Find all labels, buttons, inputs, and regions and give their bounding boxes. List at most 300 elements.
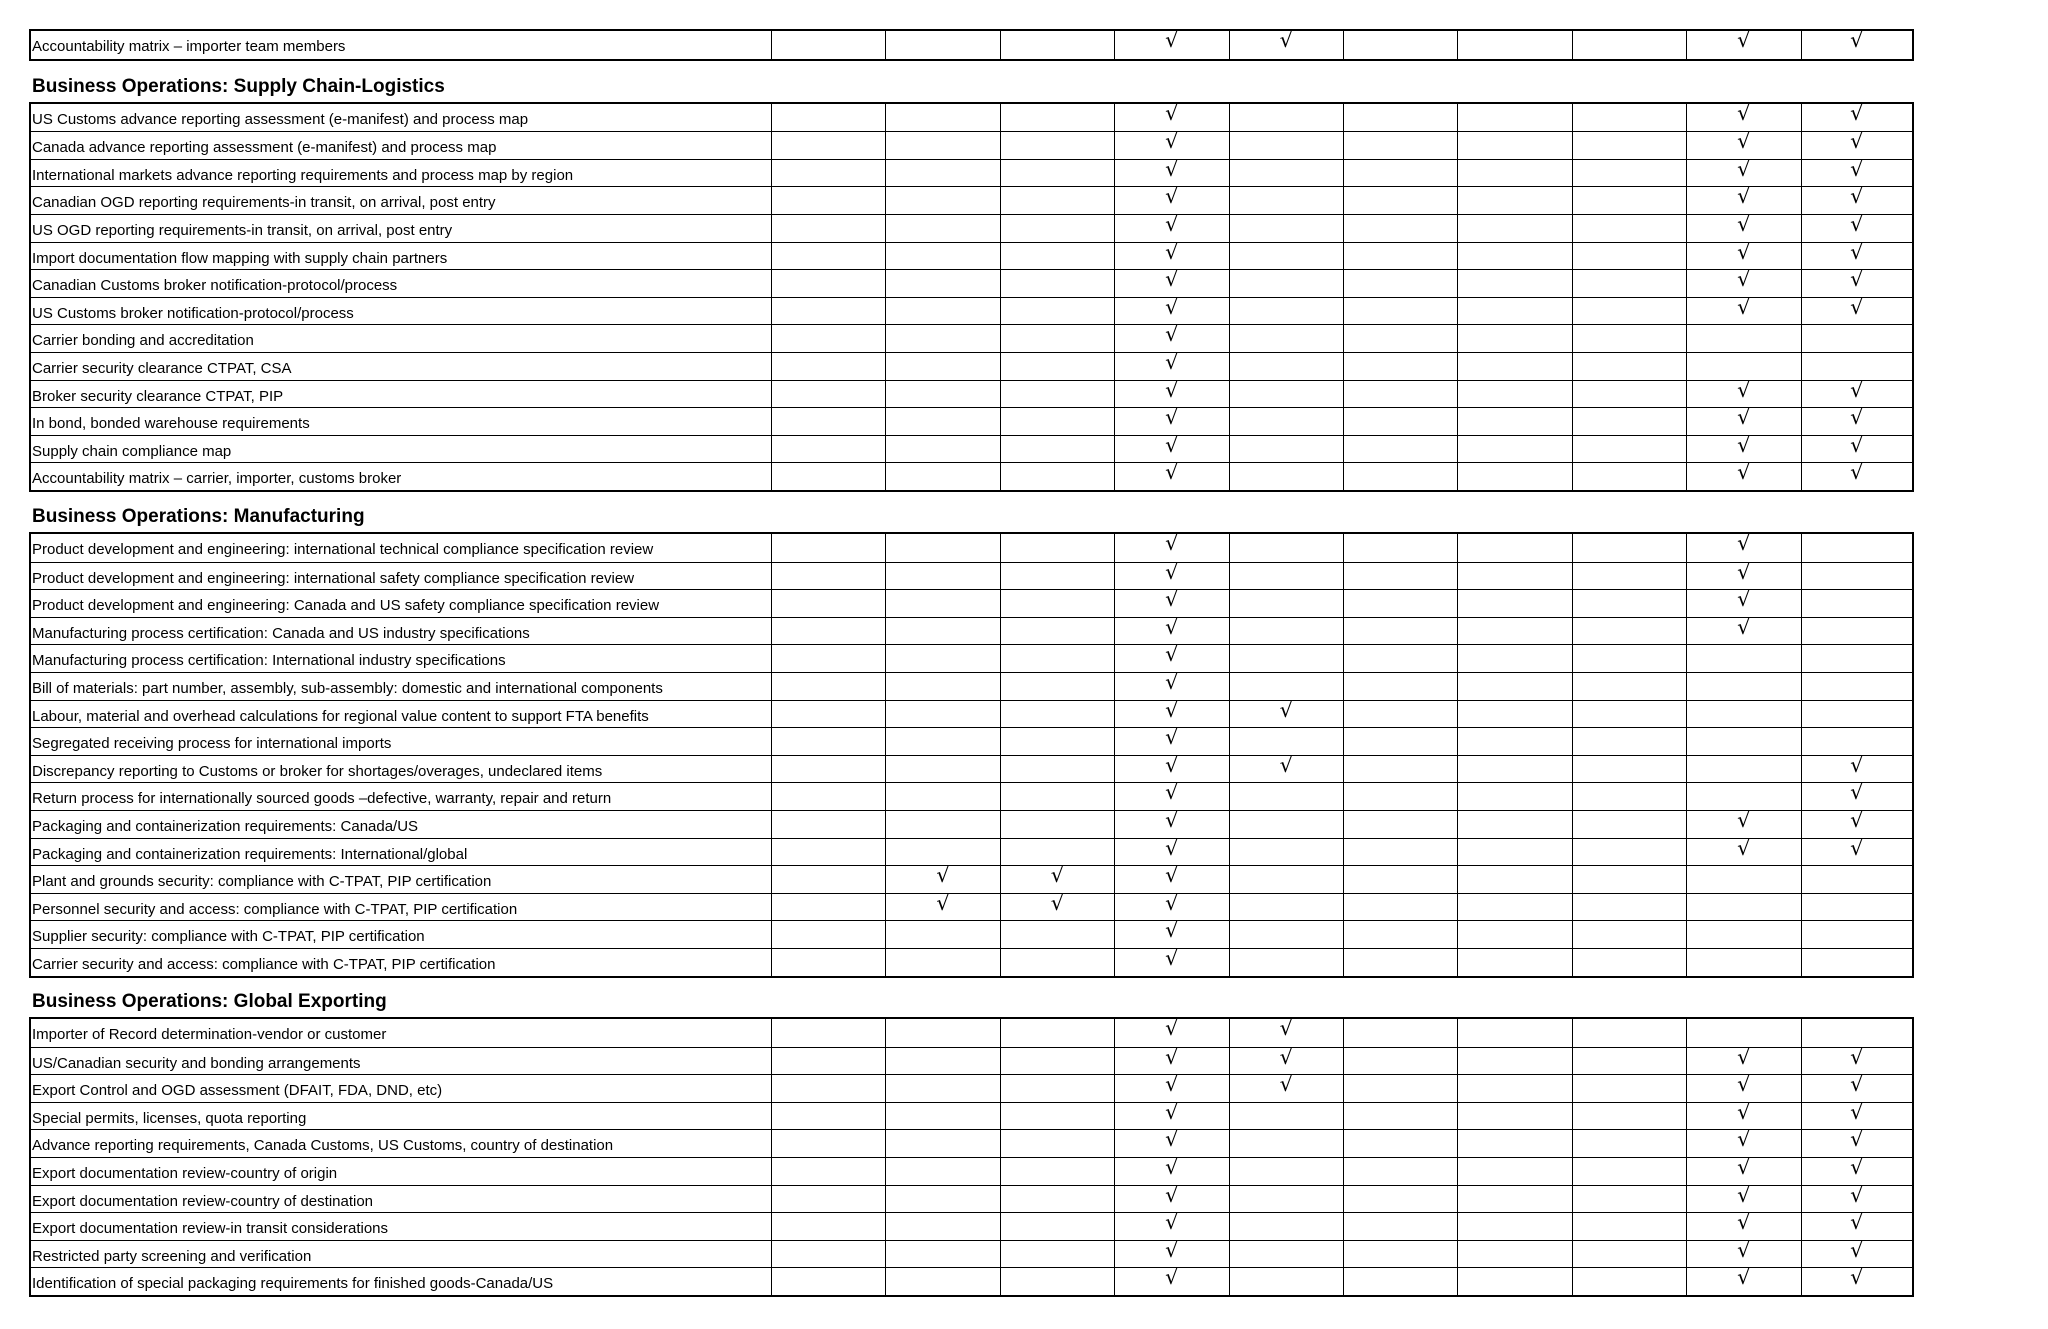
check-cell-3 bbox=[1000, 104, 1114, 132]
table-row bbox=[31, 1212, 1912, 1240]
check-cell-1 bbox=[771, 921, 885, 948]
check-cell-4 bbox=[1114, 807, 1228, 838]
check-cell-8 bbox=[1572, 463, 1686, 490]
check-cell-5 bbox=[1229, 1044, 1343, 1075]
check-cell-7 bbox=[1457, 1213, 1571, 1240]
check-cell-2 bbox=[885, 563, 999, 590]
check-cell-2 bbox=[885, 463, 999, 490]
check-cell-3 bbox=[1000, 645, 1114, 672]
check-cell-5 bbox=[1229, 160, 1343, 187]
check-cell-7 bbox=[1457, 618, 1571, 645]
check-cell-9 bbox=[1686, 1210, 1800, 1240]
check-cell-2 bbox=[885, 890, 999, 921]
check-cell-2 bbox=[885, 811, 999, 838]
check-cell-10 bbox=[1801, 894, 1912, 921]
check-cell-10 bbox=[1801, 701, 1912, 728]
check-cell-8 bbox=[1572, 381, 1686, 408]
check-cell-7 bbox=[1457, 31, 1571, 59]
check-cell-4 bbox=[1114, 100, 1228, 132]
table-row bbox=[31, 131, 1912, 159]
check-cell-10 bbox=[1801, 921, 1912, 948]
check-cell-1 bbox=[771, 463, 885, 490]
check-cell-3 bbox=[1000, 436, 1114, 463]
checkmark-icon: √ bbox=[936, 863, 950, 888]
check-cell-7 bbox=[1457, 1019, 1571, 1047]
check-cell-4 bbox=[1114, 1072, 1228, 1102]
checkmark-icon: √ bbox=[1165, 156, 1179, 181]
check-cell-4 bbox=[1114, 1099, 1228, 1130]
check-cell-10 bbox=[1801, 267, 1912, 297]
checkmark-icon: √ bbox=[936, 890, 950, 915]
checkmark-icon: √ bbox=[1850, 239, 1864, 264]
check-cell-3 bbox=[1000, 534, 1114, 562]
table-row bbox=[31, 269, 1912, 297]
checkmark-icon: √ bbox=[1165, 211, 1179, 236]
checkmark-icon: √ bbox=[1737, 587, 1751, 612]
check-cell-5 bbox=[1229, 921, 1343, 948]
table-row bbox=[31, 349, 1912, 380]
check-cell-3 bbox=[1000, 1130, 1114, 1157]
check-cell-9 bbox=[1686, 1072, 1800, 1102]
check-cell-4 bbox=[1114, 587, 1228, 617]
check-cell-10 bbox=[1801, 645, 1912, 672]
check-cell-10 bbox=[1801, 28, 1912, 59]
check-cell-8 bbox=[1572, 921, 1686, 948]
check-cell-1 bbox=[771, 866, 885, 893]
check-cell-4 bbox=[1114, 377, 1228, 408]
check-cell-7 bbox=[1457, 1048, 1571, 1075]
check-cell-3 bbox=[1000, 1241, 1114, 1268]
check-cell-2 bbox=[885, 270, 999, 297]
checkmark-icon: √ bbox=[1165, 377, 1179, 402]
checkmark-icon: √ bbox=[1165, 752, 1179, 777]
checkmark-icon: √ bbox=[1737, 239, 1751, 264]
check-cell-9 bbox=[1686, 432, 1800, 463]
check-cell-5 bbox=[1229, 104, 1343, 132]
checkmark-icon: √ bbox=[1737, 100, 1751, 125]
check-cell-1 bbox=[771, 894, 885, 921]
checkmark-icon: √ bbox=[1850, 752, 1864, 777]
check-cell-5 bbox=[1229, 353, 1343, 380]
check-cell-1 bbox=[771, 949, 885, 976]
check-cell-9 bbox=[1686, 100, 1800, 132]
table-row bbox=[31, 835, 1912, 866]
checkmark-icon: √ bbox=[1165, 1044, 1179, 1069]
checkmark-icon: √ bbox=[1279, 28, 1293, 52]
check-cell-7 bbox=[1457, 894, 1571, 921]
table-row bbox=[31, 432, 1912, 463]
check-cell-3 bbox=[1000, 673, 1114, 700]
table-row bbox=[31, 1154, 1912, 1185]
check-cell-10 bbox=[1801, 618, 1912, 645]
check-cell-8 bbox=[1572, 894, 1686, 921]
check-cell-1 bbox=[771, 728, 885, 755]
check-cell-10 bbox=[1801, 1127, 1912, 1157]
check-cell-2 bbox=[885, 701, 999, 728]
check-cell-3 bbox=[1000, 353, 1114, 380]
check-cell-9 bbox=[1686, 559, 1800, 590]
check-cell-9 bbox=[1686, 645, 1800, 672]
checkmark-icon: √ bbox=[1850, 1265, 1864, 1290]
check-cell-5 bbox=[1229, 563, 1343, 590]
row-label: Manufacturing process certification: Canada and US industry specifications bbox=[32, 624, 530, 642]
check-cell-2 bbox=[885, 1103, 999, 1130]
checkmark-icon: √ bbox=[1165, 1072, 1179, 1097]
check-cell-1 bbox=[771, 31, 885, 59]
check-cell-6 bbox=[1343, 673, 1457, 700]
check-cell-8 bbox=[1572, 243, 1686, 270]
check-cell-6 bbox=[1343, 811, 1457, 838]
check-cell-2 bbox=[885, 1213, 999, 1240]
table-row bbox=[31, 807, 1912, 838]
row-label: Identification of special packaging requirements for finished goods-Canada/US bbox=[32, 1275, 554, 1293]
row-label: Canada advance reporting assessment (e-manifest) and process map bbox=[32, 139, 497, 157]
check-cell-10 bbox=[1801, 1265, 1912, 1295]
check-cell-8 bbox=[1572, 1019, 1686, 1047]
check-cell-2 bbox=[885, 590, 999, 617]
table-row bbox=[31, 1074, 1912, 1102]
check-cell-5 bbox=[1229, 728, 1343, 755]
check-cell-7 bbox=[1457, 866, 1571, 893]
row-label: Labour, material and overhead calculations for regional value content to support FTA benefits bbox=[32, 707, 649, 725]
checkmark-icon: √ bbox=[1737, 460, 1751, 485]
checkmark-icon: √ bbox=[1850, 267, 1864, 292]
check-cell-6 bbox=[1343, 325, 1457, 352]
check-cell-1 bbox=[771, 215, 885, 242]
check-cell-4 bbox=[1114, 918, 1228, 948]
check-cell-1 bbox=[771, 673, 885, 700]
check-cell-3 bbox=[1000, 728, 1114, 755]
checkmark-icon: √ bbox=[1737, 614, 1751, 639]
check-cell-4 bbox=[1114, 559, 1228, 590]
row-label: Accountability matrix – importer team members bbox=[32, 38, 346, 55]
check-cell-10 bbox=[1801, 432, 1912, 463]
check-cell-3 bbox=[1000, 381, 1114, 408]
check-cell-4 bbox=[1114, 349, 1228, 380]
check-cell-5 bbox=[1229, 1016, 1343, 1047]
check-cell-1 bbox=[771, 1213, 885, 1240]
check-cell-4 bbox=[1114, 725, 1228, 755]
check-cell-2 bbox=[885, 325, 999, 352]
check-cell-3 bbox=[1000, 783, 1114, 810]
check-cell-9 bbox=[1686, 949, 1800, 976]
check-cell-8 bbox=[1572, 701, 1686, 728]
check-cell-9 bbox=[1686, 129, 1800, 159]
check-cell-6 bbox=[1343, 1103, 1457, 1130]
check-cell-9 bbox=[1686, 1019, 1800, 1047]
check-cell-5 bbox=[1229, 1072, 1343, 1102]
check-cell-10 bbox=[1801, 405, 1912, 435]
checkmark-icon: √ bbox=[1165, 669, 1179, 694]
check-cell-2 bbox=[885, 215, 999, 242]
row-label: Product development and engineering: international technical compliance specification review bbox=[32, 541, 654, 558]
check-cell-3 bbox=[1000, 863, 1114, 893]
check-cell-2 bbox=[885, 1241, 999, 1268]
table-row bbox=[31, 377, 1912, 408]
row-label: Discrepancy reporting to Customs or broker for shortages/overages, undeclared items bbox=[32, 762, 603, 780]
check-cell-10 bbox=[1801, 807, 1912, 838]
checkmark-icon: √ bbox=[1165, 460, 1179, 485]
check-cell-4 bbox=[1114, 697, 1228, 728]
checkmark-icon: √ bbox=[1737, 405, 1751, 430]
check-cell-9 bbox=[1686, 1127, 1800, 1157]
check-cell-6 bbox=[1343, 921, 1457, 948]
checkmark-icon: √ bbox=[1737, 432, 1751, 457]
check-cell-6 bbox=[1343, 31, 1457, 59]
table-row bbox=[31, 156, 1912, 187]
table-row bbox=[31, 697, 1912, 728]
table-row bbox=[31, 239, 1912, 270]
check-cell-4 bbox=[1114, 863, 1228, 893]
check-cell-6 bbox=[1343, 1075, 1457, 1102]
check-cell-9 bbox=[1686, 1154, 1800, 1185]
checkmark-icon: √ bbox=[1165, 780, 1179, 805]
check-cell-6 bbox=[1343, 436, 1457, 463]
checkmark-icon: √ bbox=[1850, 1154, 1864, 1179]
checkmark-icon: √ bbox=[1850, 460, 1864, 485]
table-row bbox=[31, 407, 1912, 435]
check-cell-4 bbox=[1114, 1210, 1228, 1240]
check-cell-9 bbox=[1686, 701, 1800, 728]
checkmark-icon: √ bbox=[1165, 405, 1179, 430]
checkmark-icon: √ bbox=[1165, 587, 1179, 612]
check-cell-5 bbox=[1229, 645, 1343, 672]
check-cell-4 bbox=[1114, 322, 1228, 352]
row-label: Export documentation review-country of destination bbox=[32, 1192, 374, 1210]
row-label: Carrier bonding and accreditation bbox=[32, 332, 254, 350]
checkmark-icon: √ bbox=[1165, 835, 1179, 860]
check-cell-3 bbox=[1000, 1075, 1114, 1102]
check-cell-4 bbox=[1114, 460, 1228, 490]
table-row bbox=[31, 531, 1912, 562]
check-cell-5 bbox=[1229, 187, 1343, 214]
checkmark-icon: √ bbox=[1737, 835, 1751, 860]
check-cell-5 bbox=[1229, 1103, 1343, 1130]
checkmark-icon: √ bbox=[1850, 432, 1864, 457]
checkmark-icon: √ bbox=[1165, 322, 1179, 347]
check-cell-1 bbox=[771, 1130, 885, 1157]
row-label: Import documentation flow mapping with supply chain partners bbox=[32, 249, 448, 267]
check-cell-6 bbox=[1343, 270, 1457, 297]
check-cell-1 bbox=[771, 618, 885, 645]
check-cell-1 bbox=[771, 1186, 885, 1213]
checkmark-icon: √ bbox=[1165, 100, 1179, 125]
check-cell-9 bbox=[1686, 1099, 1800, 1130]
check-cell-6 bbox=[1343, 1268, 1457, 1295]
check-cell-5 bbox=[1229, 298, 1343, 325]
check-cell-7 bbox=[1457, 463, 1571, 490]
check-cell-7 bbox=[1457, 756, 1571, 783]
check-cell-2 bbox=[885, 298, 999, 325]
check-cell-9 bbox=[1686, 377, 1800, 408]
checkmark-icon: √ bbox=[1850, 1099, 1864, 1124]
check-cell-3 bbox=[1000, 618, 1114, 645]
row-label: Personnel security and access: compliance with C-TPAT, PIP certification bbox=[32, 900, 518, 918]
check-cell-3 bbox=[1000, 563, 1114, 590]
table-row bbox=[31, 100, 1912, 132]
checkmark-icon: √ bbox=[1165, 294, 1179, 319]
check-cell-9 bbox=[1686, 531, 1800, 562]
check-cell-9 bbox=[1686, 783, 1800, 810]
check-cell-6 bbox=[1343, 353, 1457, 380]
check-cell-4 bbox=[1114, 669, 1228, 700]
check-cell-6 bbox=[1343, 534, 1457, 562]
check-cell-8 bbox=[1572, 1186, 1686, 1213]
checkmark-icon: √ bbox=[1737, 28, 1751, 52]
check-cell-1 bbox=[771, 534, 885, 562]
check-cell-1 bbox=[771, 353, 885, 380]
check-cell-7 bbox=[1457, 839, 1571, 866]
table-row bbox=[31, 890, 1912, 921]
checkmark-icon: √ bbox=[1279, 752, 1293, 777]
check-cell-3 bbox=[1000, 949, 1114, 976]
check-cell-5 bbox=[1229, 408, 1343, 435]
check-cell-7 bbox=[1457, 353, 1571, 380]
checkmark-icon: √ bbox=[1850, 100, 1864, 125]
check-cell-6 bbox=[1343, 1158, 1457, 1185]
check-cell-2 bbox=[885, 31, 999, 59]
check-cell-6 bbox=[1343, 590, 1457, 617]
check-cell-9 bbox=[1686, 294, 1800, 325]
check-cell-8 bbox=[1572, 618, 1686, 645]
check-cell-4 bbox=[1114, 405, 1228, 435]
check-cell-2 bbox=[885, 1019, 999, 1047]
row-label: Restricted party screening and verification bbox=[32, 1247, 312, 1265]
check-cell-2 bbox=[885, 408, 999, 435]
check-cell-2 bbox=[885, 132, 999, 159]
checkmark-icon: √ bbox=[1165, 1154, 1179, 1179]
check-cell-10 bbox=[1801, 184, 1912, 214]
check-cell-6 bbox=[1343, 160, 1457, 187]
checkmark-icon: √ bbox=[1279, 1072, 1293, 1097]
checkmark-icon: √ bbox=[1850, 129, 1864, 154]
check-cell-10 bbox=[1801, 673, 1912, 700]
table-row bbox=[31, 1129, 1912, 1157]
check-cell-6 bbox=[1343, 949, 1457, 976]
checkmark-icon: √ bbox=[1850, 1210, 1864, 1235]
check-cell-4 bbox=[1114, 614, 1228, 645]
check-cell-8 bbox=[1572, 590, 1686, 617]
check-cell-6 bbox=[1343, 243, 1457, 270]
check-cell-6 bbox=[1343, 1130, 1457, 1157]
row-label: Carrier security clearance CTPAT, CSA bbox=[32, 359, 292, 377]
checkmark-icon: √ bbox=[1165, 559, 1179, 584]
check-cell-1 bbox=[771, 1103, 885, 1130]
row-label: Export Control and OGD assessment (DFAIT, FDA, DND, etc) bbox=[32, 1082, 443, 1100]
checkmark-icon: √ bbox=[1737, 1237, 1751, 1262]
check-cell-6 bbox=[1343, 701, 1457, 728]
check-cell-2 bbox=[885, 618, 999, 645]
check-cell-4 bbox=[1114, 156, 1228, 187]
table-row bbox=[31, 1099, 1912, 1130]
checkmark-icon: √ bbox=[1165, 890, 1179, 915]
check-cell-3 bbox=[1000, 132, 1114, 159]
check-cell-6 bbox=[1343, 563, 1457, 590]
check-cell-8 bbox=[1572, 673, 1686, 700]
check-cell-9 bbox=[1686, 728, 1800, 755]
check-cell-5 bbox=[1229, 463, 1343, 490]
row-label: Advance reporting requirements, Canada Customs, US Customs, country of destination bbox=[32, 1137, 614, 1155]
check-cell-2 bbox=[885, 756, 999, 783]
check-cell-8 bbox=[1572, 645, 1686, 672]
check-cell-8 bbox=[1572, 949, 1686, 976]
check-cell-1 bbox=[771, 187, 885, 214]
check-cell-8 bbox=[1572, 1213, 1686, 1240]
check-cell-8 bbox=[1572, 408, 1686, 435]
check-cell-9 bbox=[1686, 28, 1800, 59]
check-cell-7 bbox=[1457, 270, 1571, 297]
check-cell-6 bbox=[1343, 1213, 1457, 1240]
check-cell-5 bbox=[1229, 697, 1343, 728]
row-label: US/Canadian security and bonding arrangements bbox=[32, 1054, 361, 1072]
check-cell-4 bbox=[1114, 1044, 1228, 1075]
check-cell-5 bbox=[1229, 618, 1343, 645]
check-cell-3 bbox=[1000, 811, 1114, 838]
check-cell-1 bbox=[771, 132, 885, 159]
check-cell-6 bbox=[1343, 728, 1457, 755]
check-cell-3 bbox=[1000, 1019, 1114, 1047]
check-cell-8 bbox=[1572, 534, 1686, 562]
check-cell-4 bbox=[1114, 267, 1228, 297]
check-cell-4 bbox=[1114, 1016, 1228, 1047]
check-cell-1 bbox=[771, 408, 885, 435]
check-cell-8 bbox=[1572, 1130, 1686, 1157]
check-cell-4 bbox=[1114, 1265, 1228, 1295]
check-cell-8 bbox=[1572, 325, 1686, 352]
check-cell-4 bbox=[1114, 945, 1228, 976]
checkmark-icon: √ bbox=[1165, 129, 1179, 154]
check-cell-1 bbox=[771, 756, 885, 783]
checkmark-icon: √ bbox=[1737, 1210, 1751, 1235]
check-cell-7 bbox=[1457, 132, 1571, 159]
check-cell-2 bbox=[885, 1186, 999, 1213]
table-row bbox=[31, 1237, 1912, 1268]
checkmark-icon: √ bbox=[1165, 1016, 1179, 1040]
check-cell-6 bbox=[1343, 381, 1457, 408]
check-cell-6 bbox=[1343, 645, 1457, 672]
check-cell-8 bbox=[1572, 811, 1686, 838]
check-cell-6 bbox=[1343, 1186, 1457, 1213]
checkmark-icon: √ bbox=[1279, 697, 1293, 722]
checkmark-icon: √ bbox=[1050, 863, 1065, 888]
table-row bbox=[31, 294, 1912, 325]
check-cell-3 bbox=[1000, 1103, 1114, 1130]
table-row bbox=[31, 1182, 1912, 1213]
check-cell-8 bbox=[1572, 298, 1686, 325]
check-cell-3 bbox=[1000, 215, 1114, 242]
check-cell-9 bbox=[1686, 921, 1800, 948]
check-cell-6 bbox=[1343, 104, 1457, 132]
check-cell-1 bbox=[771, 811, 885, 838]
check-cell-9 bbox=[1686, 866, 1800, 893]
checkmark-icon: √ bbox=[1737, 531, 1751, 555]
check-cell-1 bbox=[771, 783, 885, 810]
checkmark-icon: √ bbox=[1165, 1210, 1179, 1235]
check-cell-1 bbox=[771, 590, 885, 617]
checkmark-icon: √ bbox=[1737, 377, 1751, 402]
row-label: Product development and engineering: international safety compliance specification review bbox=[32, 569, 635, 587]
check-cell-9 bbox=[1686, 405, 1800, 435]
checkmark-icon: √ bbox=[1165, 642, 1179, 667]
check-cell-1 bbox=[771, 701, 885, 728]
check-cell-7 bbox=[1457, 381, 1571, 408]
check-cell-5 bbox=[1229, 534, 1343, 562]
check-cell-7 bbox=[1457, 949, 1571, 976]
checkmark-icon: √ bbox=[1737, 156, 1751, 181]
check-cell-5 bbox=[1229, 243, 1343, 270]
checkmark-icon: √ bbox=[1850, 835, 1864, 860]
check-cell-6 bbox=[1343, 783, 1457, 810]
